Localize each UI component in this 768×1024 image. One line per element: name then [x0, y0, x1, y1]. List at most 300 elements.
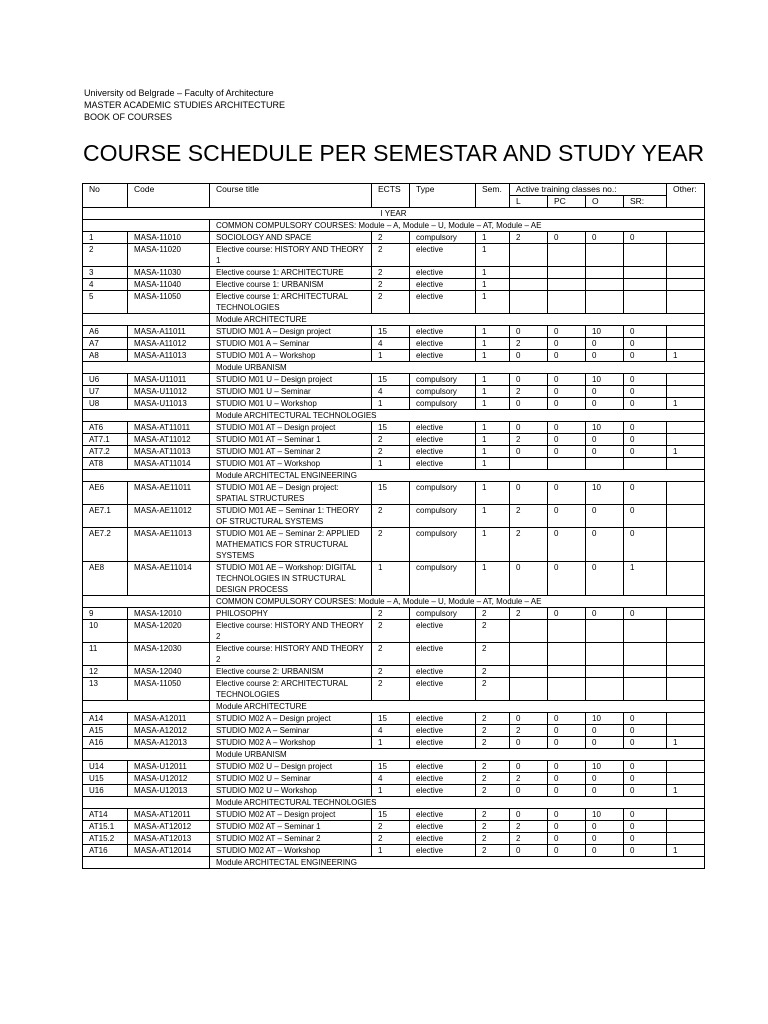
cell-no: AE7.1 [83, 505, 128, 528]
cell-type: elective [410, 350, 476, 362]
cell-other [667, 562, 705, 596]
cell-course-title: STUDIO M01 A – Design project [210, 326, 372, 338]
cell-sem: 1 [476, 562, 510, 596]
cell-l: 2 [510, 608, 548, 620]
cell-o: 0 [586, 446, 624, 458]
cell-sem: 2 [476, 761, 510, 773]
section-spacer [83, 314, 210, 326]
cell-course-title: Elective course: HISTORY AND THEORY 2 [210, 620, 372, 643]
section-row [83, 410, 705, 422]
cell-code: MASA-AT12013 [128, 833, 210, 845]
cell-sem: 2 [476, 678, 510, 701]
cell-ects: 1 [372, 398, 410, 410]
cell-code: MASA-A12011 [128, 713, 210, 725]
table-row [83, 458, 705, 470]
cell-course-title: STUDIO M02 AT – Seminar 2 [210, 833, 372, 845]
section-row [83, 857, 705, 869]
cell-ects: 2 [372, 291, 410, 314]
cell-pc [548, 244, 586, 267]
cell-sem: 2 [476, 773, 510, 785]
cell-course-title: STUDIO M01 U – Workshop [210, 398, 372, 410]
section-label: Module ARCHITECTAL ENGINEERING [210, 857, 705, 869]
cell-type: elective [410, 422, 476, 434]
cell-sr: 0 [624, 505, 667, 528]
cell-o: 0 [586, 833, 624, 845]
header-program: MASTER ACADEMIC STUDIES ARCHITECTURE [84, 100, 286, 110]
cell-code: MASA-11050 [128, 678, 210, 701]
cell-ects: 2 [372, 678, 410, 701]
cell-no: 5 [83, 291, 128, 314]
cell-l: 0 [510, 374, 548, 386]
cell-o: 0 [586, 737, 624, 749]
table-row [83, 232, 705, 244]
cell-pc [548, 620, 586, 643]
cell-sem: 2 [476, 725, 510, 737]
cell-type: elective [410, 267, 476, 279]
cell-code: MASA-12040 [128, 666, 210, 678]
cell-sem: 2 [476, 845, 510, 857]
cell-type: compulsory [410, 562, 476, 596]
col-header-no: No [83, 184, 128, 208]
cell-course-title: STUDIO M01 AE – Workshop: DIGITAL TECHNOLOGIES IN STRUCTURAL DESIGN PROCESS [210, 562, 372, 596]
section-spacer [83, 857, 210, 869]
cell-code: MASA-U12012 [128, 773, 210, 785]
cell-code: MASA-AE11013 [128, 528, 210, 562]
cell-sem: 2 [476, 620, 510, 643]
table-row [83, 761, 705, 773]
cell-no: AT8 [83, 458, 128, 470]
cell-no: U14 [83, 761, 128, 773]
cell-sem: 1 [476, 232, 510, 244]
cell-no: 9 [83, 608, 128, 620]
cell-other [667, 761, 705, 773]
cell-l: 0 [510, 809, 548, 821]
cell-ects: 15 [372, 326, 410, 338]
section-row [83, 220, 705, 232]
cell-l [510, 678, 548, 701]
cell-type: elective [410, 666, 476, 678]
cell-o: 0 [586, 350, 624, 362]
table-row [83, 267, 705, 279]
cell-l: 0 [510, 482, 548, 505]
table-row [83, 482, 705, 505]
cell-o: 10 [586, 761, 624, 773]
course-schedule-table [82, 183, 705, 869]
cell-l: 0 [510, 737, 548, 749]
cell-code: MASA-AE11012 [128, 505, 210, 528]
cell-sem: 1 [476, 326, 510, 338]
cell-other [667, 833, 705, 845]
section-label: Module URBANISM [210, 362, 705, 374]
cell-no: A8 [83, 350, 128, 362]
table-row [83, 666, 705, 678]
cell-no: AT15.2 [83, 833, 128, 845]
table-row [83, 785, 705, 797]
cell-sem: 1 [476, 482, 510, 505]
cell-sr [624, 458, 667, 470]
cell-sem: 2 [476, 833, 510, 845]
cell-type: elective [410, 620, 476, 643]
cell-type: elective [410, 338, 476, 350]
cell-pc [548, 643, 586, 666]
cell-l: 2 [510, 821, 548, 833]
table-row [83, 528, 705, 562]
cell-no: A14 [83, 713, 128, 725]
cell-no: AT7.1 [83, 434, 128, 446]
cell-sr: 0 [624, 374, 667, 386]
cell-type: compulsory [410, 505, 476, 528]
year-row [83, 208, 705, 220]
header-university: University od Belgrade – Faculty of Architecture [84, 88, 274, 98]
section-label: Module ARCHITECTURE [210, 314, 705, 326]
cell-type: elective [410, 434, 476, 446]
cell-other [667, 528, 705, 562]
cell-other [667, 374, 705, 386]
cell-type: elective [410, 761, 476, 773]
cell-no: U8 [83, 398, 128, 410]
cell-other [667, 434, 705, 446]
col-header-sr: SR: [624, 196, 667, 208]
cell-code: MASA-AT11014 [128, 458, 210, 470]
cell-type: elective [410, 773, 476, 785]
cell-ects: 2 [372, 528, 410, 562]
cell-other [667, 422, 705, 434]
cell-type: elective [410, 833, 476, 845]
cell-ects: 4 [372, 725, 410, 737]
cell-no: AE6 [83, 482, 128, 505]
cell-pc: 0 [548, 821, 586, 833]
page-title: COURSE SCHEDULE PER SEMESTAR AND STUDY YEAR [83, 140, 705, 166]
cell-sr: 0 [624, 528, 667, 562]
cell-l: 2 [510, 725, 548, 737]
cell-course-title: Elective course 1: ARCHITECTURE [210, 267, 372, 279]
cell-ects: 2 [372, 833, 410, 845]
cell-o: 0 [586, 821, 624, 833]
cell-pc [548, 279, 586, 291]
cell-sr: 0 [624, 809, 667, 821]
cell-no: U16 [83, 785, 128, 797]
cell-pc: 0 [548, 528, 586, 562]
cell-type: compulsory [410, 528, 476, 562]
cell-sem: 2 [476, 643, 510, 666]
table-row [83, 350, 705, 362]
table-row [83, 326, 705, 338]
cell-other [667, 482, 705, 505]
section-spacer [83, 596, 210, 608]
cell-pc: 0 [548, 562, 586, 596]
col-header-ects: ECTS [372, 184, 410, 208]
table-row [83, 773, 705, 785]
cell-sem: 1 [476, 338, 510, 350]
table-row [83, 737, 705, 749]
section-row [83, 362, 705, 374]
cell-ects: 15 [372, 809, 410, 821]
cell-sem: 1 [476, 386, 510, 398]
cell-code: MASA-U12011 [128, 761, 210, 773]
cell-l: 2 [510, 386, 548, 398]
cell-sr [624, 666, 667, 678]
cell-code: MASA-AT12014 [128, 845, 210, 857]
cell-ects: 2 [372, 434, 410, 446]
table-row [83, 374, 705, 386]
cell-pc: 0 [548, 422, 586, 434]
cell-sem: 1 [476, 505, 510, 528]
cell-code: MASA-AT11012 [128, 434, 210, 446]
col-header-type: Type [410, 184, 476, 208]
cell-o [586, 643, 624, 666]
cell-sem: 1 [476, 279, 510, 291]
cell-l: 0 [510, 713, 548, 725]
cell-l: 0 [510, 398, 548, 410]
cell-code: MASA-12010 [128, 608, 210, 620]
cell-o: 10 [586, 422, 624, 434]
cell-pc: 0 [548, 773, 586, 785]
cell-other [667, 244, 705, 267]
cell-sr: 0 [624, 773, 667, 785]
cell-other [667, 620, 705, 643]
col-header-o: O [586, 196, 624, 208]
cell-sr: 0 [624, 338, 667, 350]
cell-o: 0 [586, 386, 624, 398]
cell-type: elective [410, 279, 476, 291]
cell-sem: 1 [476, 350, 510, 362]
cell-course-title: STUDIO M01 AE – Seminar 1: THEORY OF STRUCTURAL SYSTEMS [210, 505, 372, 528]
table-row [83, 608, 705, 620]
cell-sr [624, 279, 667, 291]
cell-other [667, 232, 705, 244]
cell-ects: 15 [372, 713, 410, 725]
cell-sr: 0 [624, 232, 667, 244]
cell-type: compulsory [410, 608, 476, 620]
cell-no: A16 [83, 737, 128, 749]
cell-o [586, 267, 624, 279]
section-spacer [83, 220, 210, 232]
cell-other [667, 643, 705, 666]
table-row [83, 338, 705, 350]
cell-l: 2 [510, 505, 548, 528]
cell-type: elective [410, 326, 476, 338]
cell-sr: 1 [624, 562, 667, 596]
cell-other [667, 773, 705, 785]
cell-sr: 0 [624, 737, 667, 749]
cell-type: compulsory [410, 374, 476, 386]
cell-course-title: STUDIO M01 AE – Design project: SPATIAL STRUCTURES [210, 482, 372, 505]
year-label: I YEAR [83, 208, 705, 220]
cell-o: 10 [586, 482, 624, 505]
cell-other [667, 279, 705, 291]
cell-no: AT6 [83, 422, 128, 434]
table-row [83, 505, 705, 528]
cell-pc: 0 [548, 374, 586, 386]
cell-pc: 0 [548, 232, 586, 244]
cell-sem: 2 [476, 713, 510, 725]
table-row [83, 809, 705, 821]
cell-o: 0 [586, 528, 624, 562]
cell-o: 0 [586, 562, 624, 596]
cell-pc: 0 [548, 845, 586, 857]
cell-pc: 0 [548, 505, 586, 528]
table-row [83, 434, 705, 446]
cell-code: MASA-12030 [128, 643, 210, 666]
cell-sr [624, 244, 667, 267]
cell-course-title: STUDIO M02 A – Workshop [210, 737, 372, 749]
cell-sem: 1 [476, 374, 510, 386]
cell-o: 0 [586, 725, 624, 737]
cell-sem: 1 [476, 267, 510, 279]
cell-other [667, 505, 705, 528]
cell-type: elective [410, 244, 476, 267]
cell-sr: 0 [624, 725, 667, 737]
cell-type: elective [410, 845, 476, 857]
cell-code: MASA-A11013 [128, 350, 210, 362]
cell-o: 0 [586, 505, 624, 528]
table-row [83, 833, 705, 845]
section-spacer [83, 797, 210, 809]
cell-no: 4 [83, 279, 128, 291]
cell-sr: 0 [624, 785, 667, 797]
cell-type: elective [410, 291, 476, 314]
section-spacer [83, 701, 210, 713]
cell-course-title: STUDIO M02 AT – Design project [210, 809, 372, 821]
table-row [83, 398, 705, 410]
cell-ects: 2 [372, 620, 410, 643]
cell-code: MASA-11050 [128, 291, 210, 314]
cell-ects: 15 [372, 761, 410, 773]
col-header-pc: PC [548, 196, 586, 208]
cell-sr: 0 [624, 761, 667, 773]
cell-sem: 1 [476, 528, 510, 562]
cell-other [667, 666, 705, 678]
cell-code: MASA-12020 [128, 620, 210, 643]
cell-code: MASA-11020 [128, 244, 210, 267]
cell-l [510, 279, 548, 291]
cell-course-title: STUDIO M02 A – Seminar [210, 725, 372, 737]
cell-o [586, 458, 624, 470]
col-header-code: Code [128, 184, 210, 208]
cell-ects: 1 [372, 737, 410, 749]
cell-course-title: STUDIO M02 U – Workshop [210, 785, 372, 797]
cell-l: 0 [510, 350, 548, 362]
cell-code: MASA-AE11011 [128, 482, 210, 505]
cell-type: elective [410, 678, 476, 701]
section-label: Module URBANISM [210, 749, 705, 761]
cell-course-title: STUDIO M01 AT – Workshop [210, 458, 372, 470]
cell-ects: 1 [372, 458, 410, 470]
cell-sr: 0 [624, 326, 667, 338]
cell-sem: 2 [476, 785, 510, 797]
cell-pc: 0 [548, 446, 586, 458]
cell-course-title: Elective course 1: ARCHITECTURAL TECHNOLOGIES [210, 291, 372, 314]
cell-sem: 2 [476, 809, 510, 821]
cell-code: MASA-A11011 [128, 326, 210, 338]
cell-other [667, 713, 705, 725]
cell-code: MASA-11030 [128, 267, 210, 279]
cell-course-title: STUDIO M02 AT – Workshop [210, 845, 372, 857]
cell-no: A7 [83, 338, 128, 350]
cell-ects: 1 [372, 785, 410, 797]
cell-l: 0 [510, 785, 548, 797]
table-row [83, 386, 705, 398]
cell-o [586, 291, 624, 314]
cell-sr: 0 [624, 446, 667, 458]
cell-type: elective [410, 809, 476, 821]
cell-o: 0 [586, 434, 624, 446]
cell-ects: 2 [372, 821, 410, 833]
cell-sr: 0 [624, 845, 667, 857]
cell-type: elective [410, 458, 476, 470]
cell-o: 0 [586, 608, 624, 620]
cell-o: 10 [586, 374, 624, 386]
cell-code: MASA-U11012 [128, 386, 210, 398]
cell-pc: 0 [548, 809, 586, 821]
cell-ects: 2 [372, 267, 410, 279]
cell-code: MASA-11040 [128, 279, 210, 291]
cell-other: 1 [667, 737, 705, 749]
section-label: COMMON COMPULSORY COURSES: Module – A, Module – U, Module – AT, Module – AE [210, 220, 705, 232]
cell-l: 2 [510, 232, 548, 244]
cell-type: compulsory [410, 482, 476, 505]
cell-l: 0 [510, 326, 548, 338]
cell-ects: 2 [372, 608, 410, 620]
cell-sr: 0 [624, 434, 667, 446]
table-row [83, 446, 705, 458]
cell-course-title: STUDIO M01 AT – Seminar 2 [210, 446, 372, 458]
cell-sem: 2 [476, 608, 510, 620]
cell-course-title: STUDIO M02 U – Seminar [210, 773, 372, 785]
cell-sr: 0 [624, 608, 667, 620]
cell-code: MASA-AT11011 [128, 422, 210, 434]
table-row [83, 821, 705, 833]
cell-o: 10 [586, 809, 624, 821]
cell-code: MASA-U12013 [128, 785, 210, 797]
cell-no: A15 [83, 725, 128, 737]
table-row [83, 713, 705, 725]
cell-ects: 15 [372, 422, 410, 434]
cell-other [667, 458, 705, 470]
table-row [83, 643, 705, 666]
cell-l [510, 244, 548, 267]
cell-sr: 0 [624, 386, 667, 398]
cell-type: compulsory [410, 398, 476, 410]
section-spacer [83, 410, 210, 422]
cell-ects: 2 [372, 232, 410, 244]
cell-sem: 1 [476, 291, 510, 314]
cell-l: 2 [510, 773, 548, 785]
section-row [83, 749, 705, 761]
cell-course-title: SOCIOLOGY AND SPACE [210, 232, 372, 244]
header-book: BOOK OF COURSES [84, 112, 173, 122]
cell-code: MASA-A11012 [128, 338, 210, 350]
cell-course-title: STUDIO M01 AE – Seminar 2: APPLIED MATHEMATICS FOR STRUCTURAL SYSTEMS [210, 528, 372, 562]
cell-no: 10 [83, 620, 128, 643]
cell-course-title: STUDIO M01 AT – Design project [210, 422, 372, 434]
cell-pc [548, 678, 586, 701]
col-header-active-classes: Active training classes no.: [510, 184, 667, 196]
cell-other [667, 338, 705, 350]
cell-type: compulsory [410, 232, 476, 244]
table-row [83, 562, 705, 596]
cell-pc: 0 [548, 326, 586, 338]
cell-l [510, 666, 548, 678]
cell-ects: 15 [372, 374, 410, 386]
cell-other [667, 386, 705, 398]
cell-ects: 2 [372, 279, 410, 291]
cell-course-title: Elective course 1: URBANISM [210, 279, 372, 291]
cell-o: 0 [586, 338, 624, 350]
cell-code: MASA-U11013 [128, 398, 210, 410]
cell-no: 2 [83, 244, 128, 267]
cell-code: MASA-AT12011 [128, 809, 210, 821]
